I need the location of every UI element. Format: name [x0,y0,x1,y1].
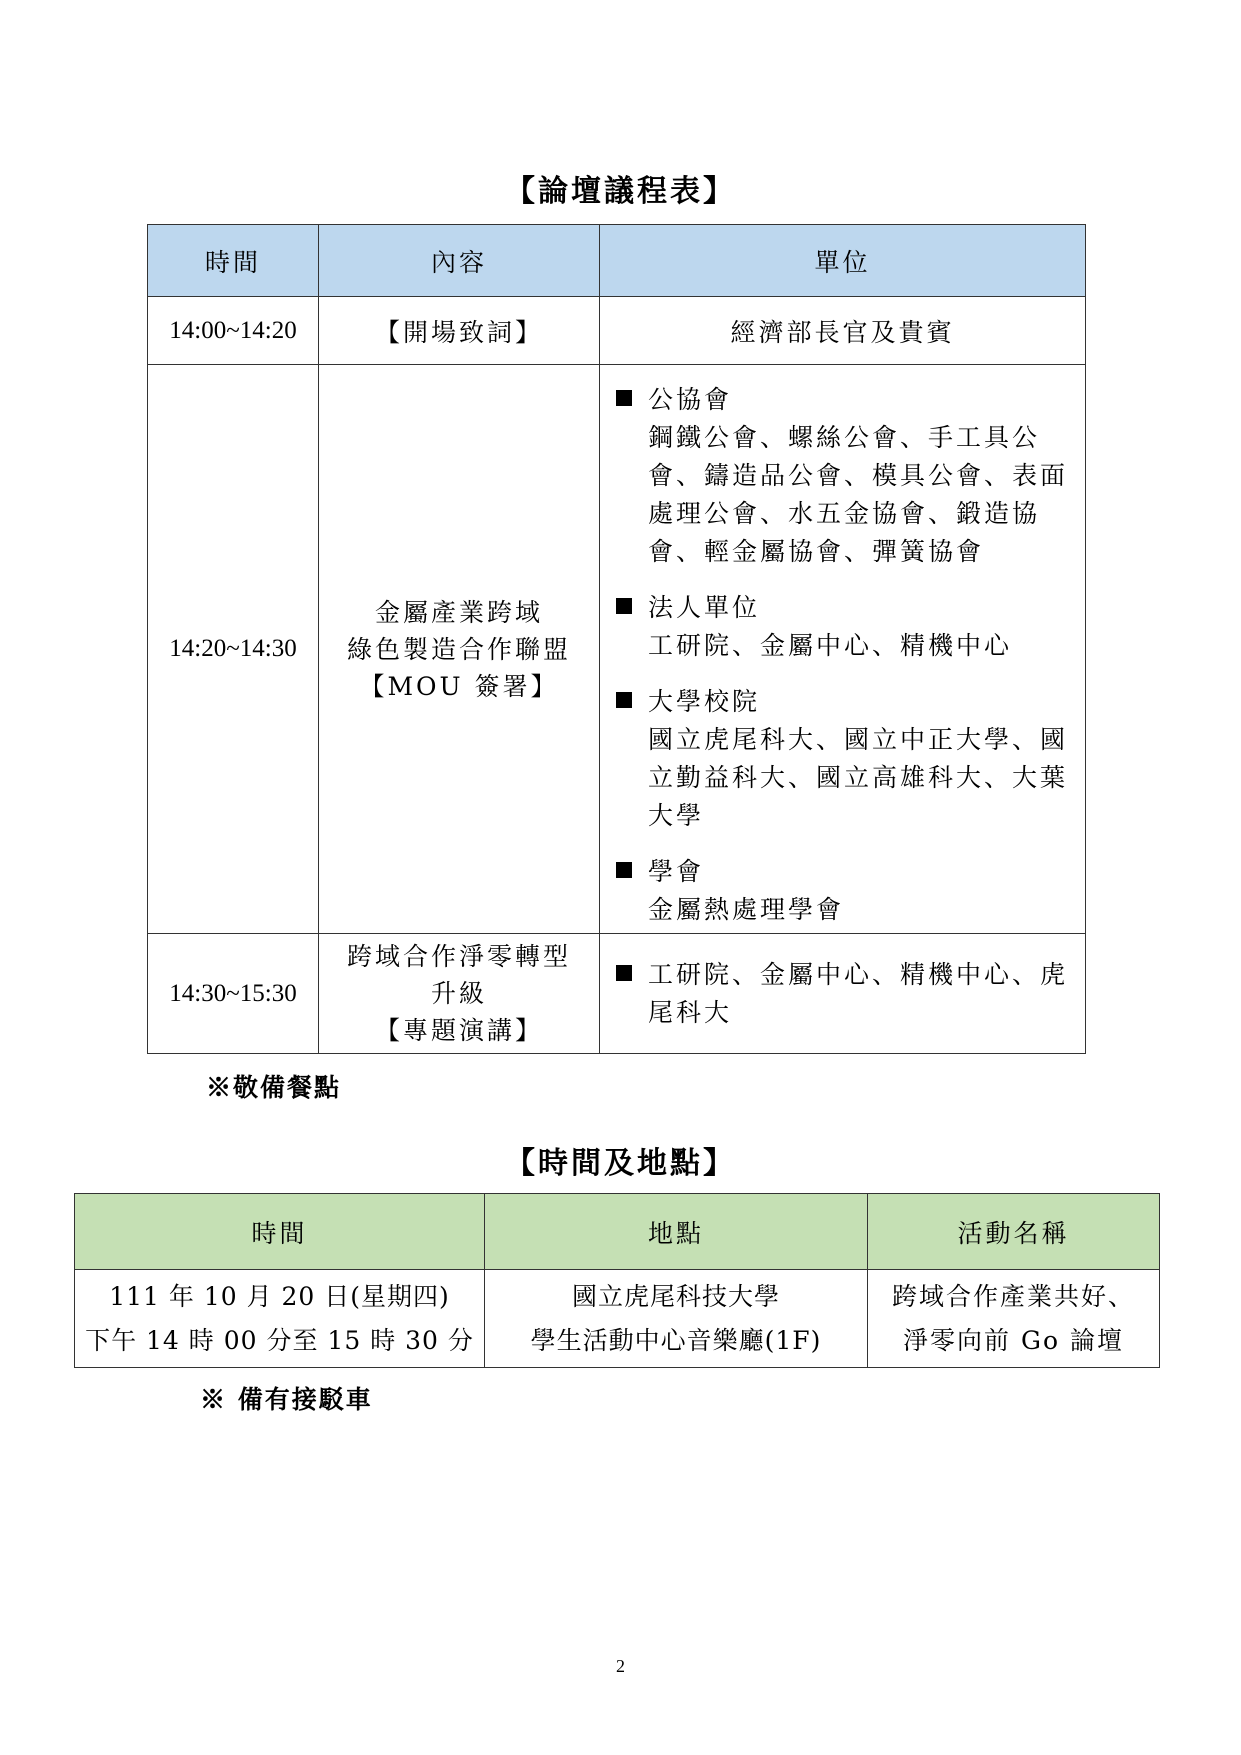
unit-group-items: 國立虎尾科大、國立中正大學、國立勤益科大、國立高雄科大、大葉大學 [648,725,1069,830]
venue-note: ※ 備有接駁車 [200,1385,373,1414]
agenda-row-unit [600,934,1086,1054]
agenda-row [148,365,1086,934]
unit-group [612,956,1077,1032]
agenda-header-time: 時間 [148,225,319,297]
agenda-row-time: 14:00~14:20 [148,297,319,365]
agenda-row-time: 14:30~15:30 [148,934,319,1054]
agenda-header-unit: 單位 [600,225,1086,297]
venue-table [74,1193,1160,1368]
content-line: 升級 [430,979,487,1008]
venue-header-name: 活動名稱 [868,1194,1160,1270]
unit-group [612,853,1077,929]
agenda-table [147,224,1086,1054]
venue-header-time: 時間 [75,1194,485,1270]
unit-group-title: 學會 [648,857,705,886]
venue-time-line: 下午 14 時 00 分至 15 時 30 分 [85,1325,474,1355]
agenda-row-content [319,365,600,934]
venue-place-line: 學生活動中心音樂廳(1F) [530,1325,822,1355]
venue-time [75,1270,485,1368]
venue-header-row [75,1194,1160,1270]
unit-group-title: 法人單位 [648,593,761,622]
venue-place-line: 國立虎尾科技大學 [571,1281,780,1311]
agenda-row-unit: 經濟部長官及貴賓 [600,297,1086,365]
unit-group [612,589,1077,665]
venue-event-name [868,1270,1160,1368]
unit-group-title: 工研院、金屬中心、精機中心、虎尾科大 [648,959,1069,1027]
venue-place [485,1270,868,1368]
unit-group-items: 鋼鐵公會、螺絲公會、手工具公會、鑄造品公會、模具公會、表面處理公會、水五金協會、鍛造協會、輕金屬協會、彈簧協會 [648,423,1069,566]
square-bullet-icon [616,692,632,708]
venue-name-line: 跨域合作產業共好、 [891,1281,1135,1311]
unit-group-items: 金屬熱處理學會 [648,895,845,924]
agenda-row-content: 【開場致詞】 [319,297,600,365]
unit-group-title: 大學校院 [648,687,761,716]
square-bullet-icon [616,862,632,878]
square-bullet-icon [616,598,632,614]
agenda-row-unit [600,365,1086,934]
agenda-header-row [148,225,1086,297]
page-number: 2 [616,1656,625,1676]
square-bullet-icon [616,965,632,981]
content-line: 跨域合作淨零轉型 [346,942,571,971]
venue-time-line: 111 年 10 月 20 日(星期四) [109,1281,450,1311]
unit-group-title: 公協會 [648,385,733,414]
venue-row [75,1270,1160,1368]
unit-group [612,381,1077,571]
content-line: 綠色製造合作聯盟 [346,634,571,664]
agenda-header-content: 內容 [319,225,600,297]
square-bullet-icon [616,390,632,406]
agenda-title: 【論壇議程表】 [505,174,736,209]
unit-group-items: 工研院、金屬中心、精機中心 [648,631,1013,660]
agenda-row [148,297,1086,365]
unit-group [612,683,1077,835]
venue-name-line: 淨零向前 Go 論壇 [903,1325,1124,1355]
venue-title: 【時間及地點】 [505,1146,736,1181]
agenda-row-time: 14:20~14:30 [148,365,319,934]
content-line: 【專題演講】 [374,1016,543,1045]
agenda-row-content [319,934,600,1054]
venue-header-place: 地點 [485,1194,868,1270]
content-line: 金屬產業跨域 [374,597,543,627]
content-line: 【MOU 簽署】 [359,671,559,701]
agenda-note: ※敬備餐點 [206,1073,342,1102]
agenda-row [148,934,1086,1054]
